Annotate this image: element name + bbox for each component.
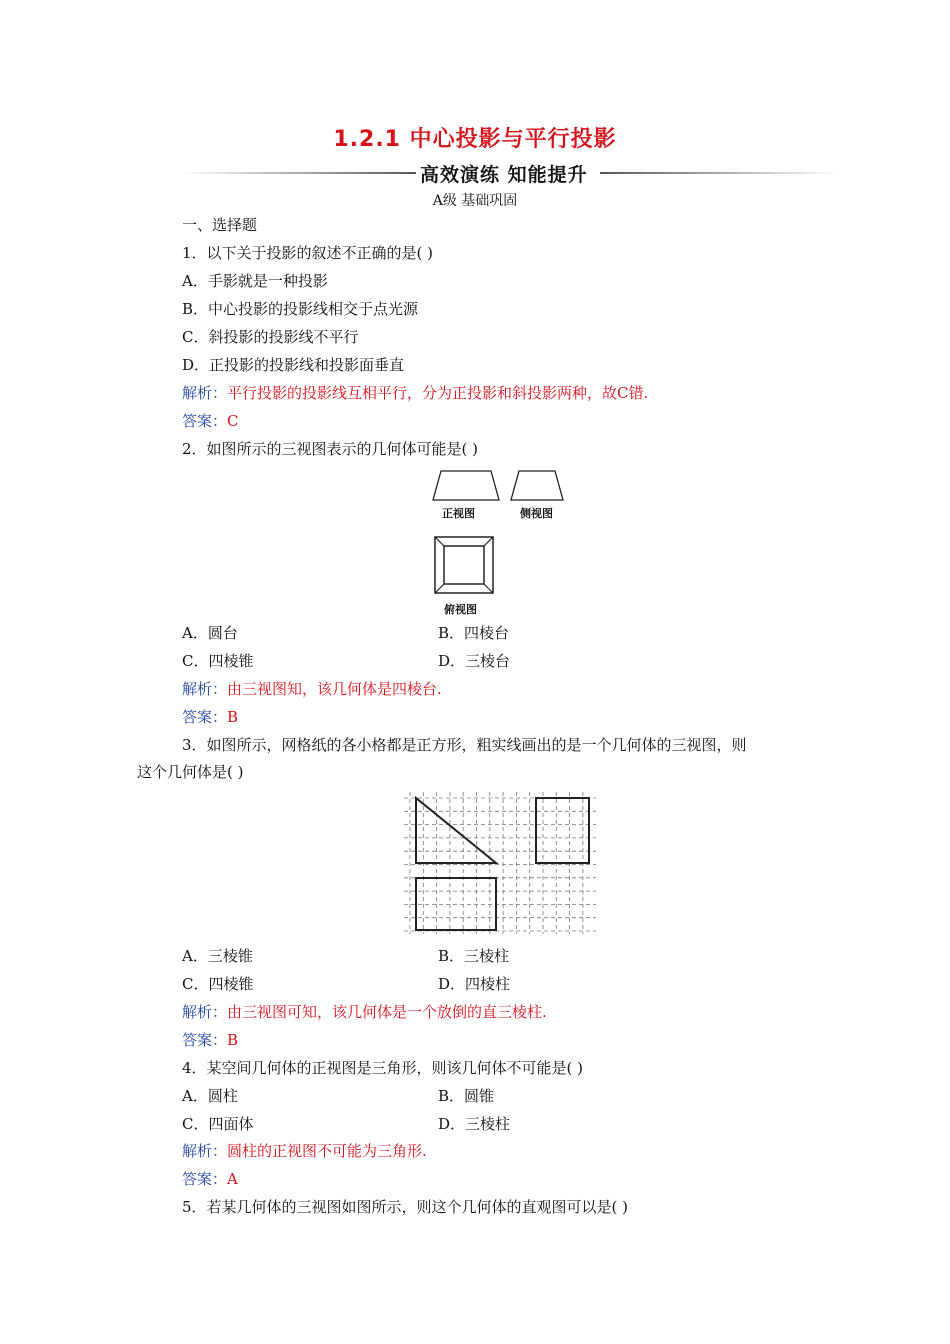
q2-option-d: D．三棱台: [438, 652, 511, 670]
q1-answer: [182, 411, 239, 431]
banner-text: 高效演练 知能提升: [416, 160, 592, 187]
top-view-caption: 俯视图: [444, 603, 477, 616]
q3-grid-three-views-figure: [402, 790, 598, 938]
q1-option-b: B．中心投影的投影线相交于点光源: [182, 300, 419, 318]
top-view-edge: [435, 537, 444, 546]
q4-analysis: [182, 1141, 427, 1161]
q3-option-a: A．三棱锥: [182, 947, 253, 965]
q3-option-d: D．四棱柱: [438, 975, 511, 993]
q1-option-c: C．斜投影的投影线不平行: [182, 328, 359, 346]
top-view-edge: [484, 537, 493, 546]
q4-option-b: B．圆锥: [438, 1087, 495, 1105]
section-banner: [180, 160, 840, 186]
analysis-text: 由三视图知，该几何体是四棱台.: [227, 680, 442, 698]
analysis-text: 圆柱的正视图不可能为三角形.: [227, 1142, 427, 1160]
section-heading: 一、选择题: [182, 216, 258, 234]
q3-stem-line1: 3．如图所示，网格纸的各小格都是正方形，粗实线画出的是一个几何体的三视图，则: [182, 736, 747, 754]
analysis-label: 解析：: [182, 384, 228, 402]
q5-stem: 5．若某几何体的三视图如图所示，则这个几何体的直观图可以是( ): [182, 1198, 629, 1216]
q2-three-views-figure: [425, 466, 575, 616]
front-view-triangle: [416, 798, 496, 863]
analysis-text: 由三视图可知，该几何体是一个放倒的直三棱柱.: [227, 1003, 547, 1021]
q3-analysis: [182, 1002, 547, 1022]
analysis-label: 解析：: [182, 680, 228, 698]
side-view-caption: 侧视图: [520, 507, 553, 520]
top-view-edge: [435, 584, 444, 593]
q4-answer: [182, 1169, 238, 1189]
q4-option-c: C．四面体: [182, 1115, 254, 1133]
top-view-inner-square: [444, 546, 484, 584]
q1-option-a: A．手影就是一种投影: [182, 272, 328, 290]
q2-analysis: [182, 679, 442, 699]
page-title: 1.2.1 中心投影与平行投影: [333, 127, 617, 152]
side-view-rectangle: [536, 798, 589, 863]
q3-option-c: C．四棱锥: [182, 975, 254, 993]
banner-rule-left: [180, 172, 420, 174]
q2-stem: 2．如图所示的三视图表示的几何体可能是( ): [182, 440, 479, 458]
side-view-trapezoid: [511, 471, 563, 500]
answer-label: 答案：: [182, 708, 228, 726]
analysis-label: 解析：: [182, 1003, 228, 1021]
q3-answer: [182, 1030, 238, 1050]
q1-option-d: D．正投影的投影线和投影面垂直: [182, 356, 405, 374]
answer-label: 答案：: [182, 1170, 228, 1188]
answer-value: A: [227, 1170, 238, 1188]
q2-option-c: C．四棱锥: [182, 652, 254, 670]
banner-rule-right: [600, 172, 840, 174]
q4-option-d: D．三棱柱: [438, 1115, 511, 1133]
top-view-edge: [484, 584, 493, 593]
q2-answer: [182, 707, 238, 727]
front-view-trapezoid: [433, 471, 499, 500]
answer-value: B: [227, 1031, 239, 1049]
answer-label: 答案：: [182, 1031, 228, 1049]
q2-option-a: A．圆台: [182, 624, 238, 642]
q3-stem-line2: 这个几何体是( ): [137, 763, 244, 781]
q2-option-b: B．四棱台: [438, 624, 510, 642]
analysis-text: 平行投影的投影线互相平行，分为正投影和斜投影两种，故C错.: [227, 384, 649, 402]
q1-analysis: [182, 383, 648, 403]
q3-option-b: B．三棱柱: [438, 947, 510, 965]
level-heading: A级 基础巩固: [432, 193, 518, 209]
q4-stem: 4．某空间几何体的正视图是三角形，则该几何体不可能是( ): [182, 1059, 584, 1077]
q1-stem: 1．以下关于投影的叙述不正确的是( ): [182, 244, 434, 262]
front-view-caption: 正视图: [442, 507, 475, 520]
answer-value: C: [227, 412, 239, 430]
q4-option-a: A．圆柱: [182, 1087, 238, 1105]
answer-label: 答案：: [182, 412, 228, 430]
answer-value: B: [227, 708, 239, 726]
analysis-label: 解析：: [182, 1142, 228, 1160]
